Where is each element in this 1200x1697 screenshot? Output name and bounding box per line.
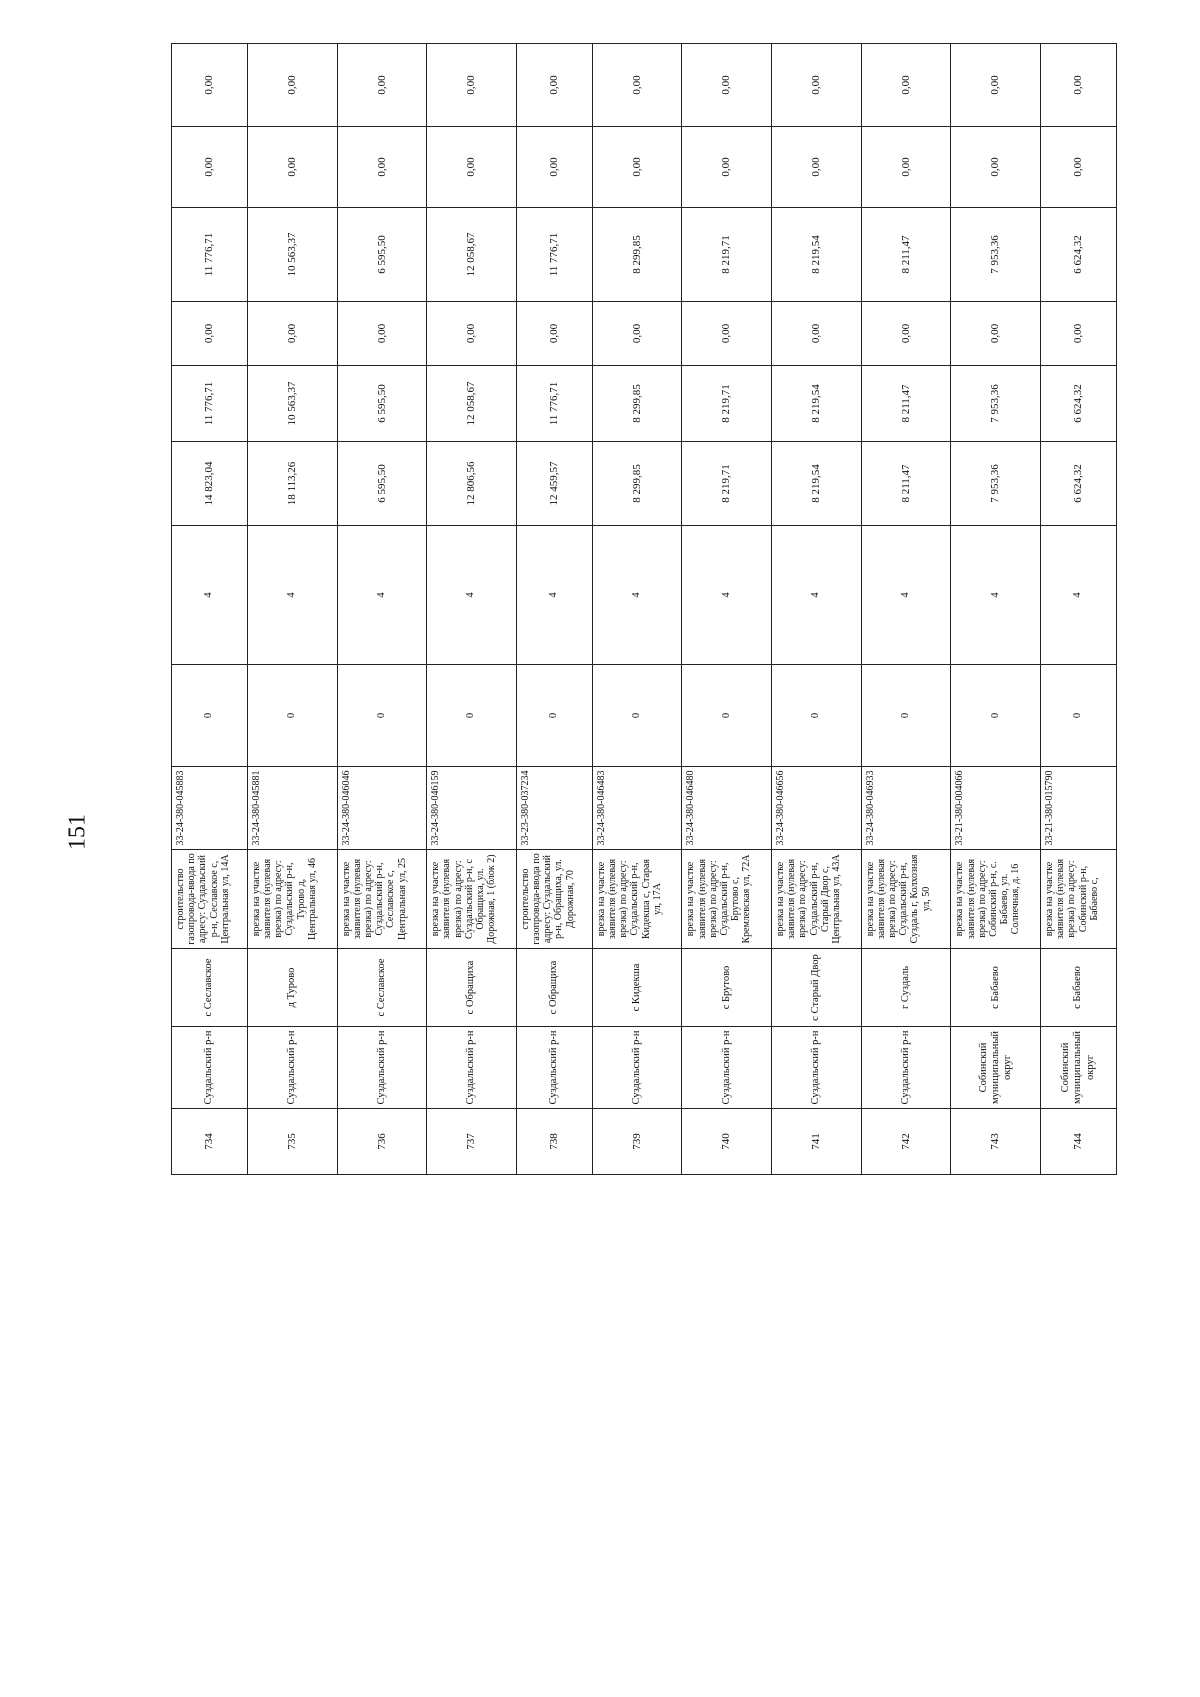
- cell-district: Суздальский р-н: [427, 1027, 517, 1109]
- cell-col8: 8 219,71: [682, 442, 772, 526]
- cell-row-number: 741: [772, 1109, 862, 1175]
- registry-table: [171, 43, 1117, 1175]
- cell-col9: 12 058,67: [427, 366, 517, 442]
- table-row: [772, 44, 862, 1175]
- cell-col10: 0,00: [427, 302, 517, 366]
- cell-col7: 4: [516, 526, 592, 665]
- cell-col6: 0: [772, 665, 862, 767]
- cell-col6: 0: [427, 665, 517, 767]
- page-number: 151: [64, 814, 91, 850]
- cell-col10: 0,00: [951, 302, 1041, 366]
- cell-col7: 4: [1040, 526, 1116, 665]
- cell-col9: 7 953,36: [951, 366, 1041, 442]
- cell-col12: 0,00: [247, 127, 337, 208]
- cell-col11: 11 776,71: [172, 208, 248, 302]
- cell-col12: 0,00: [951, 127, 1041, 208]
- cell-col9: 8 219,54: [772, 366, 862, 442]
- cell-col11: 8 211,47: [861, 208, 951, 302]
- table-row: [1040, 44, 1116, 1175]
- cell-col11: 6 595,50: [337, 208, 427, 302]
- cell-col11: 7 953,36: [951, 208, 1041, 302]
- cell-cadastral: 33-24-380-046046: [337, 767, 427, 850]
- cell-row-number: 735: [247, 1109, 337, 1175]
- cell-district: Суздальский р-н: [172, 1027, 248, 1109]
- cell-col10: 0,00: [172, 302, 248, 366]
- cell-col7: 4: [861, 526, 951, 665]
- cell-col7: 4: [172, 526, 248, 665]
- cell-col12: 0,00: [337, 127, 427, 208]
- cell-cadastral: 33-24-380-045883: [172, 767, 248, 850]
- cell-district: Суздальский р-н: [516, 1027, 592, 1109]
- cell-col7: 4: [427, 526, 517, 665]
- cell-col12: 0,00: [172, 127, 248, 208]
- cell-cadastral: 33-24-380-045881: [247, 767, 337, 850]
- table-row: [337, 44, 427, 1175]
- cell-col8: 6 624,32: [1040, 442, 1116, 526]
- cell-col9: 6 624,32: [1040, 366, 1116, 442]
- cell-col12: 0,00: [861, 127, 951, 208]
- cell-col13: 0,00: [951, 44, 1041, 127]
- table-row: [516, 44, 592, 1175]
- cell-col13: 0,00: [592, 44, 682, 127]
- cell-col6: 0: [1040, 665, 1116, 767]
- cell-locality: с Бабаево: [1040, 949, 1116, 1027]
- cell-col6: 0: [682, 665, 772, 767]
- table-row: [861, 44, 951, 1175]
- cell-col11: 8 299,85: [592, 208, 682, 302]
- cell-district: Суздальский р-н: [337, 1027, 427, 1109]
- cell-col9: 8 211,47: [861, 366, 951, 442]
- cell-col11: 8 219,71: [682, 208, 772, 302]
- cell-col9: 10 563,37: [247, 366, 337, 442]
- cell-locality: с Кидекша: [592, 949, 682, 1027]
- cell-district: Суздальский р-н: [682, 1027, 772, 1109]
- table-row: [951, 44, 1041, 1175]
- cell-locality: д Турово: [247, 949, 337, 1027]
- table-body: [172, 44, 1117, 1175]
- cell-col13: 0,00: [247, 44, 337, 127]
- cell-col10: 0,00: [861, 302, 951, 366]
- cell-col6: 0: [337, 665, 427, 767]
- cell-district: Суздальский р-н: [247, 1027, 337, 1109]
- cell-col10: 0,00: [247, 302, 337, 366]
- cell-col13: 0,00: [772, 44, 862, 127]
- cell-col8: 18 113,26: [247, 442, 337, 526]
- cell-col7: 4: [682, 526, 772, 665]
- cell-row-number: 742: [861, 1109, 951, 1175]
- cell-district: Суздальский р-н: [861, 1027, 951, 1109]
- cell-description: врезка на участке заявителя (нулевая врезка) по адресу: Суздальский р-н, Кидекша с, Старая ул, 17А: [592, 850, 682, 949]
- cell-col8: 8 211,47: [861, 442, 951, 526]
- cell-col8: 6 595,50: [337, 442, 427, 526]
- cell-col8: 12 459,57: [516, 442, 592, 526]
- cell-cadastral: 33-24-380-046480: [682, 767, 772, 850]
- cell-col7: 4: [772, 526, 862, 665]
- cell-cadastral: 33-23-380-037234: [516, 767, 592, 850]
- cell-row-number: 743: [951, 1109, 1041, 1175]
- table-row: [592, 44, 682, 1175]
- cell-col9: 11 776,71: [172, 366, 248, 442]
- cell-cadastral: 33-24-380-046159: [427, 767, 517, 850]
- cell-col11: 11 776,71: [516, 208, 592, 302]
- cell-col10: 0,00: [337, 302, 427, 366]
- cell-description: строительство газопровода-ввода по адресу: Суздальский р-н, Сеславское с, Центральная ул, 14А: [172, 850, 248, 949]
- cell-description: врезка на участке заявителя (нулевая врезка) по адресу: Суздальский р-н, Сеславское с, Центральная ул, 25: [337, 850, 427, 949]
- cell-cadastral: 33-24-380-046656: [772, 767, 862, 850]
- cell-col6: 0: [951, 665, 1041, 767]
- table-row: [427, 44, 517, 1175]
- cell-col6: 0: [172, 665, 248, 767]
- cell-col11: 6 624,32: [1040, 208, 1116, 302]
- cell-col9: 11 776,71: [516, 366, 592, 442]
- cell-description: врезка на участке заявителя (нулевая врезка) по адресу: Суздальский р-н, с Обращиха, ул. Дорожная, 1 (блок 2): [427, 850, 517, 949]
- cell-col10: 0,00: [516, 302, 592, 366]
- registry-table-rotated: [171, 75, 1117, 1175]
- cell-col8: 12 806,56: [427, 442, 517, 526]
- cell-col8: 14 823,04: [172, 442, 248, 526]
- cell-col7: 4: [247, 526, 337, 665]
- cell-col12: 0,00: [427, 127, 517, 208]
- cell-col13: 0,00: [172, 44, 248, 127]
- cell-locality: с Бабаево: [951, 949, 1041, 1027]
- cell-row-number: 739: [592, 1109, 682, 1175]
- cell-row-number: 738: [516, 1109, 592, 1175]
- cell-col9: 6 595,50: [337, 366, 427, 442]
- cell-locality: г Суздаль: [861, 949, 951, 1027]
- table-row: [682, 44, 772, 1175]
- cell-locality: с Сеславское: [337, 949, 427, 1027]
- cell-description: врезка на участке заявителя (нулевая врезка) по адресу: Суздальский р-н, Старый Двор с, Центральная ул, 43А: [772, 850, 862, 949]
- cell-col7: 4: [951, 526, 1041, 665]
- cell-col6: 0: [592, 665, 682, 767]
- cell-col10: 0,00: [682, 302, 772, 366]
- cell-col11: 12 058,67: [427, 208, 517, 302]
- cell-row-number: 744: [1040, 1109, 1116, 1175]
- cell-description: врезка на участке заявителя (нулевая врезка) по адресу: Суздальский р-н, Брутово с, Кремлевская ул, 72А: [682, 850, 772, 949]
- cell-row-number: 736: [337, 1109, 427, 1175]
- cell-col8: 7 953,36: [951, 442, 1041, 526]
- cell-col6: 0: [516, 665, 592, 767]
- cell-col10: 0,00: [1040, 302, 1116, 366]
- cell-description: врезка на участке заявителя (нулевая врезка) по адресу: Собинский р-н, Бабаево с,: [1040, 850, 1116, 949]
- cell-locality: с Обращиха: [427, 949, 517, 1027]
- cell-col13: 0,00: [427, 44, 517, 127]
- cell-col10: 0,00: [592, 302, 682, 366]
- cell-description: врезка на участке заявителя (нулевая врезка) по адресу: Суздальский р-н, Суздаль г, Колхозная ул, 50: [861, 850, 951, 949]
- cell-locality: с Сеславское: [172, 949, 248, 1027]
- cell-district: Суздальский р-н: [772, 1027, 862, 1109]
- cell-description: врезка на участке заявителя (нулевая врезка) по адресу: Суздальский р-н, Турово д, Центральная ул, 46: [247, 850, 337, 949]
- cell-col8: 8 219,54: [772, 442, 862, 526]
- cell-col12: 0,00: [1040, 127, 1116, 208]
- cell-district: Суздальский р-н: [592, 1027, 682, 1109]
- cell-col13: 0,00: [1040, 44, 1116, 127]
- cell-row-number: 734: [172, 1109, 248, 1175]
- cell-col12: 0,00: [592, 127, 682, 208]
- cell-locality: с Старый Двор: [772, 949, 862, 1027]
- cell-col13: 0,00: [516, 44, 592, 127]
- cell-col11: 10 563,37: [247, 208, 337, 302]
- cell-col10: 0,00: [772, 302, 862, 366]
- cell-col9: 8 219,71: [682, 366, 772, 442]
- cell-description: строительство газопровода-ввода по адресу: Суздальский р-н, Обращиха, ул. Дорожная, 70: [516, 850, 592, 949]
- cell-locality: с Обращиха: [516, 949, 592, 1027]
- cell-col6: 0: [861, 665, 951, 767]
- cell-col13: 0,00: [861, 44, 951, 127]
- cell-col11: 8 219,54: [772, 208, 862, 302]
- cell-col7: 4: [337, 526, 427, 665]
- cell-row-number: 740: [682, 1109, 772, 1175]
- cell-col12: 0,00: [516, 127, 592, 208]
- cell-col13: 0,00: [337, 44, 427, 127]
- cell-col12: 0,00: [682, 127, 772, 208]
- table-row: [172, 44, 248, 1175]
- cell-col12: 0,00: [772, 127, 862, 208]
- cell-cadastral: 33-21-380-015790: [1040, 767, 1116, 850]
- cell-col13: 0,00: [682, 44, 772, 127]
- table-row: [247, 44, 337, 1175]
- cell-cadastral: 33-21-380-004066: [951, 767, 1041, 850]
- cell-cadastral: 33-24-380-046933: [861, 767, 951, 850]
- cell-locality: с Брутово: [682, 949, 772, 1027]
- cell-col6: 0: [247, 665, 337, 767]
- cell-cadastral: 33-24-380-046483: [592, 767, 682, 850]
- cell-row-number: 737: [427, 1109, 517, 1175]
- cell-district: Собинский муниципальный округ: [1040, 1027, 1116, 1109]
- cell-col8: 8 299,85: [592, 442, 682, 526]
- cell-col7: 4: [592, 526, 682, 665]
- cell-district: Собинский муниципальный округ: [951, 1027, 1041, 1109]
- cell-col9: 8 299,85: [592, 366, 682, 442]
- cell-description: врезка на участке заявителя (нулевая врезка) по адресу: Собинский р-н, с. Бабаево, ул. Солнечная, д. 16: [951, 850, 1041, 949]
